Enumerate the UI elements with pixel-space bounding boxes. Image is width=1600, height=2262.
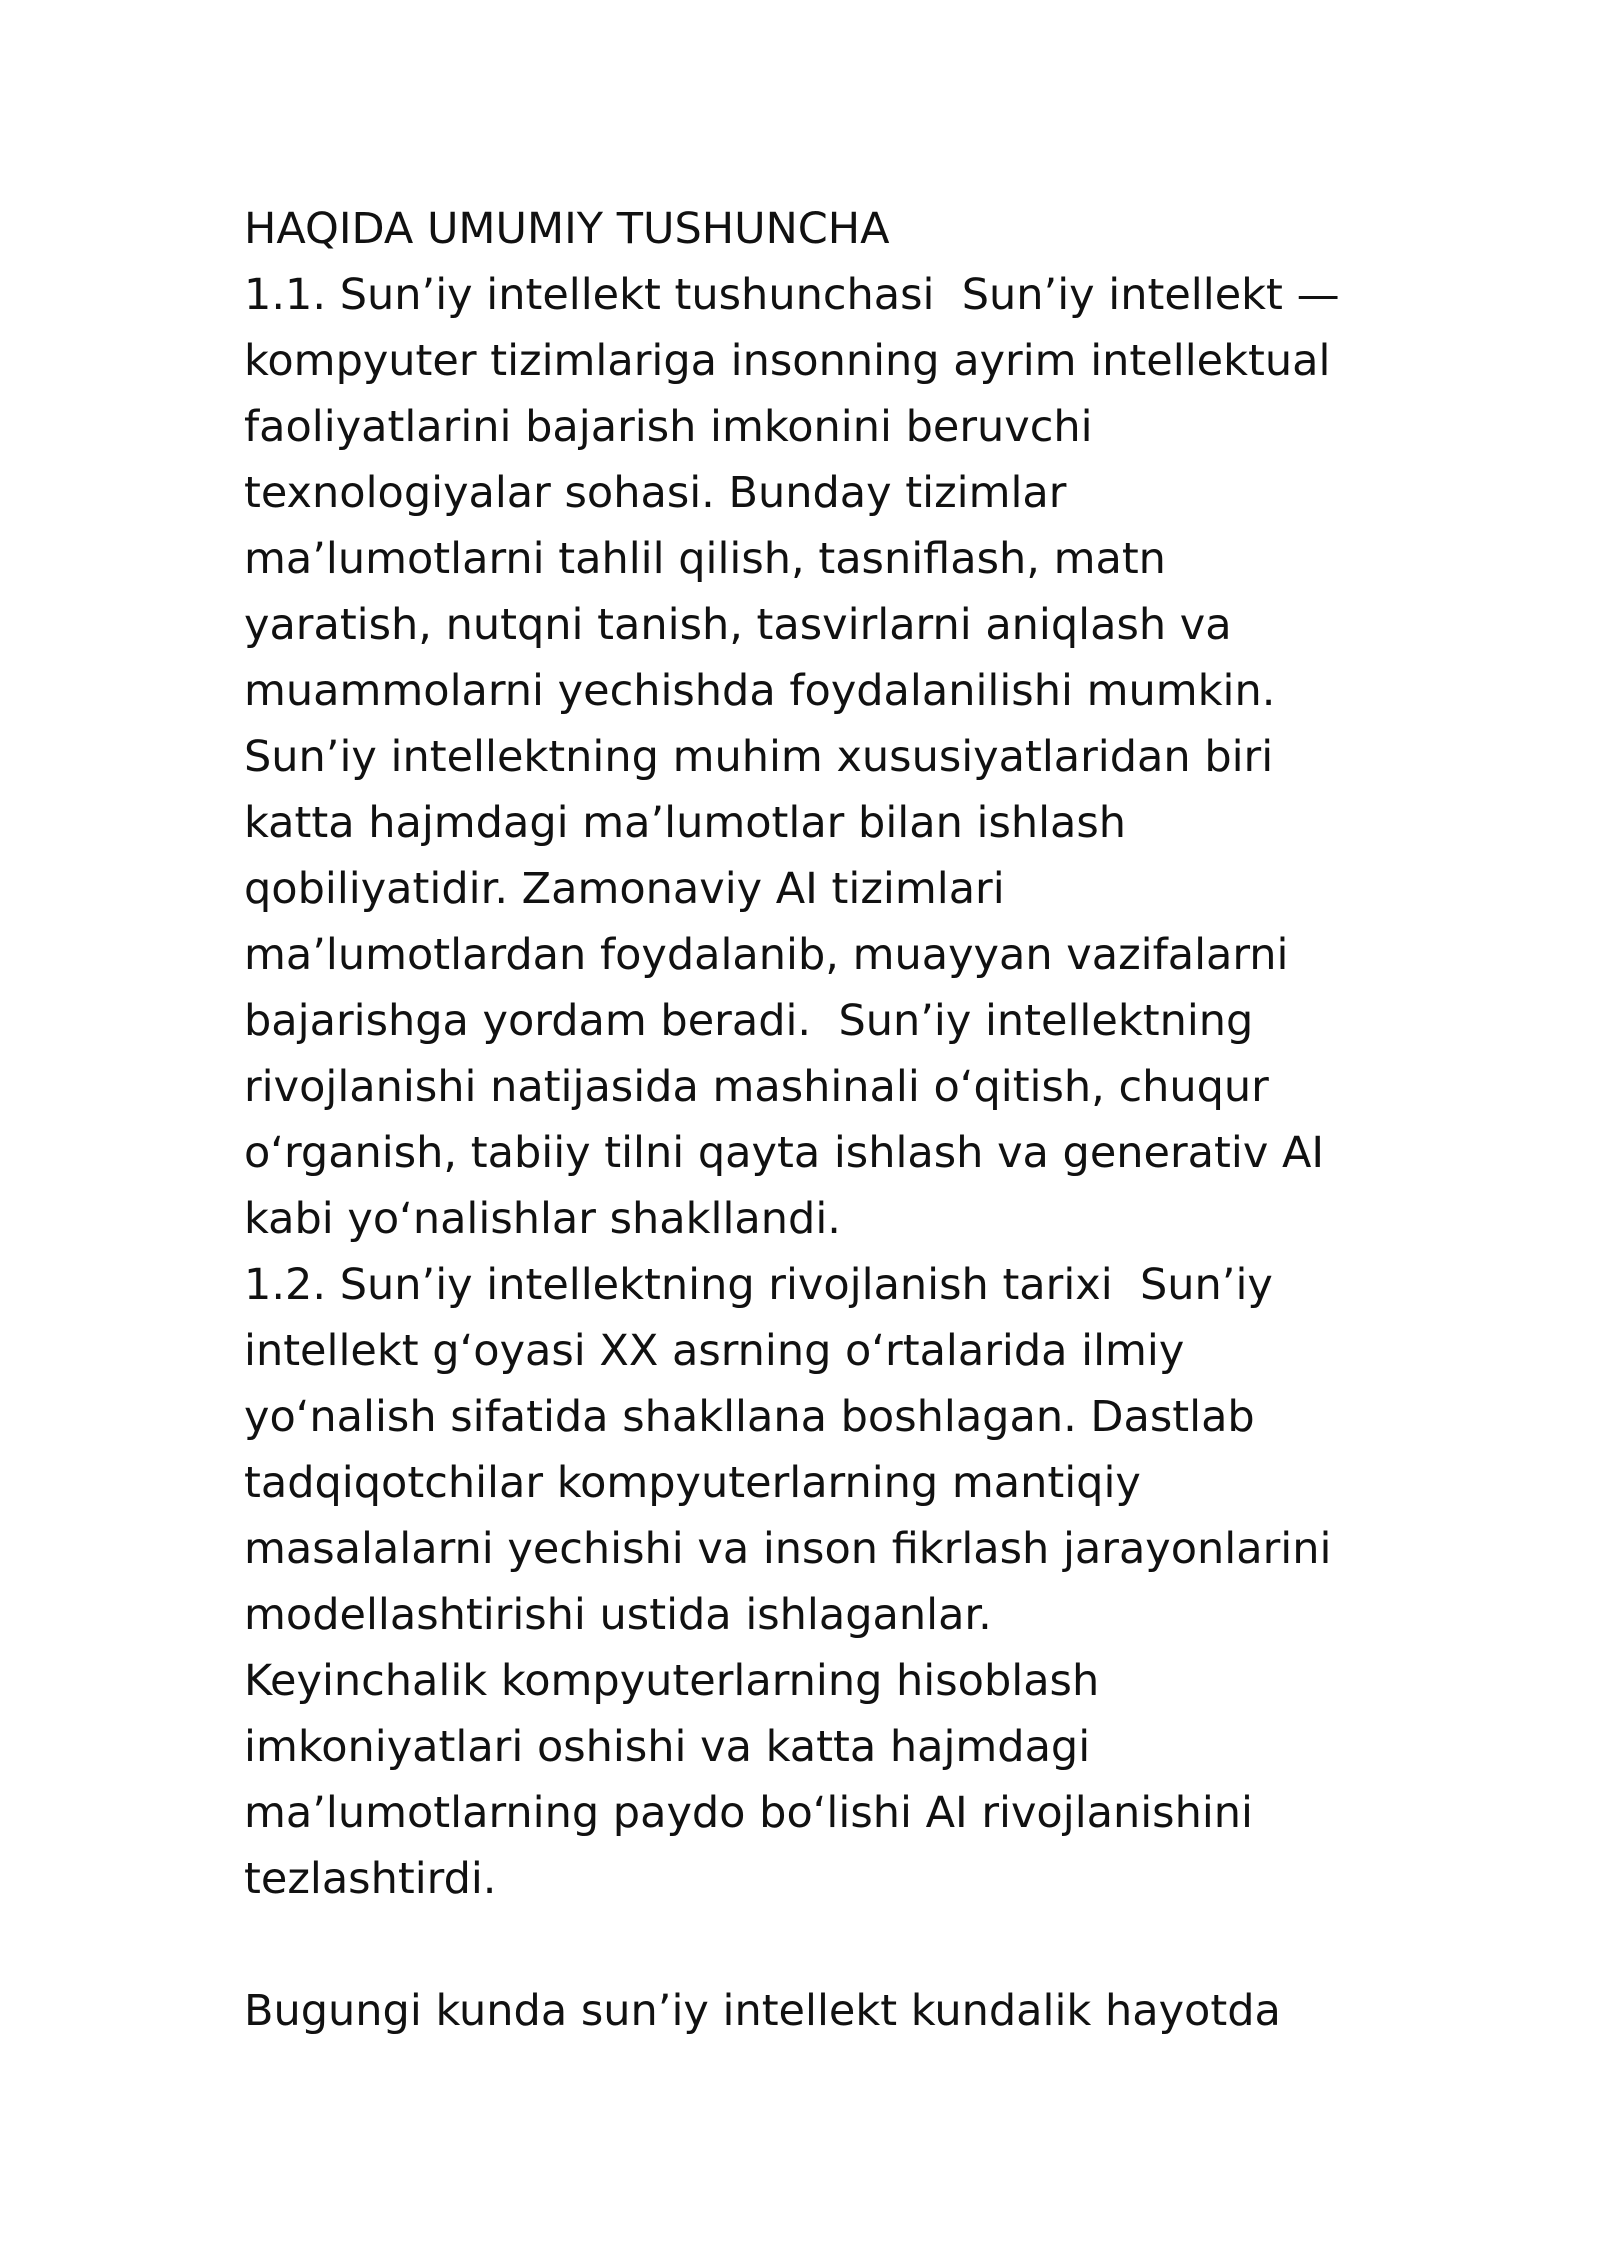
paragraph-gap	[244, 1912, 1404, 1978]
paragraph-line: kompyuter tizimlariga insonning ayrim intellektual	[244, 336, 1331, 386]
paragraph-line: ma’lumotlarni tahlil qilish, tasniflash, matn	[244, 534, 1166, 584]
paragraph-line: ma’lumotlarning paydo bo‘lishi AI rivojlanishini	[244, 1788, 1253, 1838]
paragraph-line: kabi yo‘nalishlar shakllandi.	[244, 1194, 841, 1244]
paragraph-line: modellashtirishi ustida ishlaganlar.	[244, 1590, 992, 1640]
paragraph-line: qobiliyatidir. Zamonaviy AI tizimlari	[244, 864, 1005, 914]
paragraph-line: imkoniyatlari oshishi va katta hajmdagi	[244, 1722, 1091, 1772]
paragraph-line: yaratish, nutqni tanish, tasvirlarni aniqlash va	[244, 600, 1232, 650]
paragraph-line: rivojlanishi natijasida mashinali o‘qitish, chuqur	[244, 1062, 1269, 1112]
section-heading: HAQIDA UMUMIY TUSHUNCHA	[244, 204, 890, 254]
document-body	[244, 196, 1404, 2044]
paragraph-line: bajarishga yordam beradi. Sun’iy intellektning	[244, 996, 1254, 1046]
paragraph-line: intellekt g‘oyasi XX asrning o‘rtalarida ilmiy	[244, 1326, 1185, 1376]
paragraph-line: yo‘nalish sifatida shakllana boshlagan. Dastlab	[244, 1392, 1255, 1442]
paragraph-line: tezlashtirdi.	[244, 1854, 497, 1904]
paragraph-line: Sun’iy intellektning muhim xususiyatlaridan biri	[244, 732, 1274, 782]
paragraph-line: katta hajmdagi ma’lumotlar bilan ishlash	[244, 798, 1127, 848]
paragraph-line: Bugungi kunda sun’iy intellekt kundalik hayotda	[244, 1986, 1281, 2036]
paragraph-line: Keyinchalik kompyuterlarning hisoblash	[244, 1656, 1100, 1706]
paragraph-line: ma’lumotlardan foydalanib, muayyan vazifalarni	[244, 930, 1289, 980]
paragraph-line: 1.1. Sun’iy intellekt tushunchasi Sun’iy intellekt —	[244, 270, 1340, 320]
paragraph-line: 1.2. Sun’iy intellektning rivojlanish tarixi Sun’iy	[244, 1260, 1273, 1310]
paragraph-line: masalalarni yechishi va inson fikrlash jarayonlarini	[244, 1524, 1332, 1574]
paragraph-line: texnologiyalar sohasi. Bunday tizimlar	[244, 468, 1067, 518]
paragraph-line: muammolarni yechishda foydalanilishi mumkin.	[244, 666, 1276, 716]
paragraph-line: o‘rganish, tabiiy tilni qayta ishlash va generativ AI	[244, 1128, 1325, 1178]
paragraph-line: faoliyatlarini bajarish imkonini beruvchi	[244, 402, 1093, 452]
paragraph-line: tadqiqotchilar kompyuterlarning mantiqiy	[244, 1458, 1141, 1508]
